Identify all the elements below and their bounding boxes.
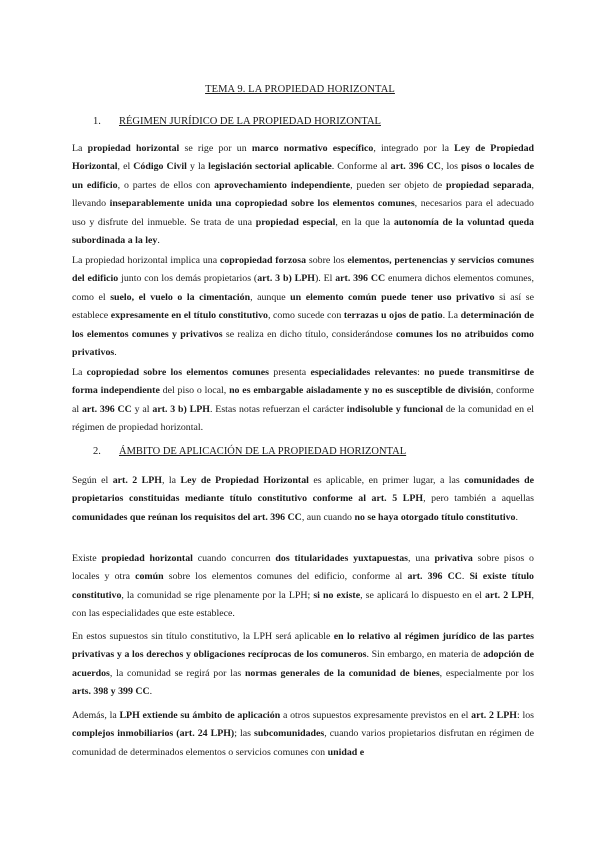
paragraph [72,252,534,362]
document-title: TEMA 9. LA PROPIEDAD HORIZONTAL [205,84,395,95]
bold-text: indisoluble y funcional [346,403,444,415]
text-run: . [461,571,470,583]
bold-text: si no existe [313,589,361,601]
bold-text: copropiedad forzosa [219,255,307,266]
text-run: . [515,511,518,523]
bold-text: terrazas u ojos de patio [343,310,443,322]
text-run: , aun cuando [301,511,355,523]
bold-text: propiedad separada [446,179,532,191]
bold-text: Código Civil [133,161,187,173]
bold-text: inseparablemente unida una copropiedad sobre los elementos comunes [109,198,415,210]
bold-text: art. 2 LPH [112,475,162,486]
text-run: En estos supuestos sin título constitutivo, la LPH será aplicable [72,631,334,642]
paragraph [72,140,534,250]
text-run: La propiedad horizontal implica una [72,255,220,266]
bold-text: art. 396 CC [335,273,386,285]
section-number: 1. [93,116,101,127]
text-run: , con las especialidades que este establece. [72,589,534,620]
paragraph [72,550,534,624]
bold-text: propiedad horizontal [101,553,193,564]
paragraph [72,707,534,762]
bold-text: art. 2 LPH [471,710,517,721]
bold-text: comunes los no atribuidos como privativos [72,328,534,359]
bold-text: un elemento común puede tener uso privativo [290,291,495,303]
text-run: . [114,347,117,359]
bold-text: Si existe título constitutivo [72,571,534,601]
bold-text: complejos inmobiliarios (art. 24 LPH) [72,728,235,740]
bold-text: no puede transmitirse de forma independiente [72,367,534,397]
section-heading-1 [93,116,381,127]
section-heading-text: ÁMBITO DE APLICACIÓN DE LA PROPIEDAD HORIZONTAL [119,446,407,457]
text-run: Según el [72,475,113,486]
bold-text: suelo, el vuelo o la cimentación [110,291,251,303]
bold-text: normas generales de la comunidad de bienes [244,667,440,679]
text-run: a otros supuestos expresamente previstos en el [280,710,472,721]
bold-text: Ley de Propiedad Horizontal [72,143,534,173]
text-run: . [157,235,160,247]
text-run: sobre pisos o locales y otra [72,553,534,583]
text-run: presenta [269,367,311,378]
text-run: , los [440,161,462,173]
text-run: si así se establece [72,291,534,322]
text-run: , el [117,161,134,173]
section-heading-2 [93,446,406,457]
bold-text: no se haya otorgado título constitutivo [354,511,516,523]
bold-text: adopción de acuerdos [72,649,534,679]
text-run: se rige por un [179,143,252,154]
bold-text: art. 3 b) LPH [257,273,315,285]
text-run: La [72,367,87,378]
text-run: , pero también a aquellas [423,493,534,505]
text-run: , en la que la [335,216,394,228]
bold-text: determinación de los elementos comunes y privativos [72,310,535,340]
text-run: Existe [72,553,102,564]
bold-text: propiedad especial [255,216,336,228]
text-run: , la comunidad se regirá por las [109,667,245,679]
text-run: , cuando varios propietarios disfrutan en régimen de comunidad de determinados elementos o servicios comunes con [72,728,534,758]
text-run: , la [161,475,181,486]
text-run: cuando concurren [192,553,276,564]
text-run: es aplicable, en primer lugar, a las [308,475,465,486]
bold-text: aprovechamiento independiente [214,179,351,191]
bold-text: marco normativo específico [251,143,374,154]
text-run: sobre los elementos comunes del edificio, conforme al [163,571,408,583]
bold-text: legislación sectorial aplicable [208,161,332,173]
text-run: , llevando [72,179,534,210]
bold-text: art. 3 b) LPH [152,403,210,415]
text-run: Además, la [72,710,120,721]
bold-text: propiedad horizontal [87,143,180,154]
bold-text: unidad e [327,746,365,758]
bold-text: art. 2 LPH [485,589,532,601]
bold-text: LPH extiende su ámbito de aplicación [119,710,281,721]
bold-text: art. 396 CC [390,161,441,173]
bold-text: copropiedad sobre los elementos comunes [86,367,270,378]
text-run: de la comunidad en el régimen de propiedad horizontal. [72,403,534,434]
text-run: , una [408,553,435,564]
text-run: . La [442,310,461,322]
text-run: , integrado por la [373,143,455,154]
bold-text: común [135,571,164,583]
bold-text: elementos, pertenencias y servicios comunes del edificio [72,255,534,285]
text-run: se realiza en dicho título, considerándose [222,328,397,340]
text-run: junto con los demás propietarios ( [118,273,258,285]
text-run: , la comunidad se rige plenamente por la LPH; [121,589,314,601]
text-run: ; las [234,728,255,740]
bold-text: Ley de Propiedad Horizontal [180,475,309,486]
text-run: , necesarios para el adecuado uso y disfrute del inmueble. Se trata de una [72,198,534,228]
bold-text: comunidades que reúnan los requisitos del art. 396 CC [72,511,302,523]
bold-text: autonomía de la voluntad queda subordinada a la ley [72,216,534,247]
bold-text: arts. 398 y 399 CC [72,686,150,698]
text-run: enumera dichos elementos comunes, como el [72,273,534,303]
text-run: . Conforme al [331,161,391,173]
text-run: : [417,367,425,378]
text-run: , especialmente por los [439,667,534,679]
text-run: , pueden ser objeto de [350,179,447,191]
paragraph [72,472,534,527]
text-run: y la [186,161,209,173]
bold-text: subcomunidades [254,728,325,740]
bold-text: pisos o locales de un edificio [72,161,534,191]
bold-text: especialidades relevantes [310,367,418,378]
bold-text: dos titularidades yuxtapuestas [275,553,409,564]
text-run: , o partes de ellos con [117,179,215,191]
bold-text: expresamente en el título constitutivo [110,310,268,322]
bold-text: art. 396 CC [407,571,462,583]
text-run: , aunque [250,291,291,303]
text-run: y al [131,403,153,415]
text-run: ). El [314,273,336,285]
text-run: : los [516,710,534,721]
bold-text: no es embargable aisladamente y no es susceptible de división [229,385,491,397]
text-run: . Estas notas refuerzan el carácter [209,403,347,415]
section-number: 2. [93,446,101,457]
text-run: del piso o local, [159,385,230,397]
text-run: , como sucede con [267,310,344,322]
text-run: , se aplicará lo dispuesto en el [360,589,486,601]
paragraph [72,628,534,702]
bold-text: en lo relativo al régimen jurídico de las partes privativas y a los derechos y obligaciones recíprocas de los comuneros [72,631,534,661]
text-run: . [149,686,153,698]
paragraph [72,364,534,438]
text-run: sobre los [306,255,348,266]
bold-text: comunidades de propietarios constituidas mediante título constitutivo conforme al art. 5 LPH [72,475,534,505]
bold-text: privativa [434,553,473,564]
text-run: La [72,143,88,154]
section-heading-text: RÉGIMEN JURÍDICO DE LA PROPIEDAD HORIZONTAL [119,116,381,127]
bold-text: art. 396 CC [81,403,132,415]
text-run: , conforme al [72,385,534,415]
text-run: . Sin embargo, en materia de [366,649,484,661]
